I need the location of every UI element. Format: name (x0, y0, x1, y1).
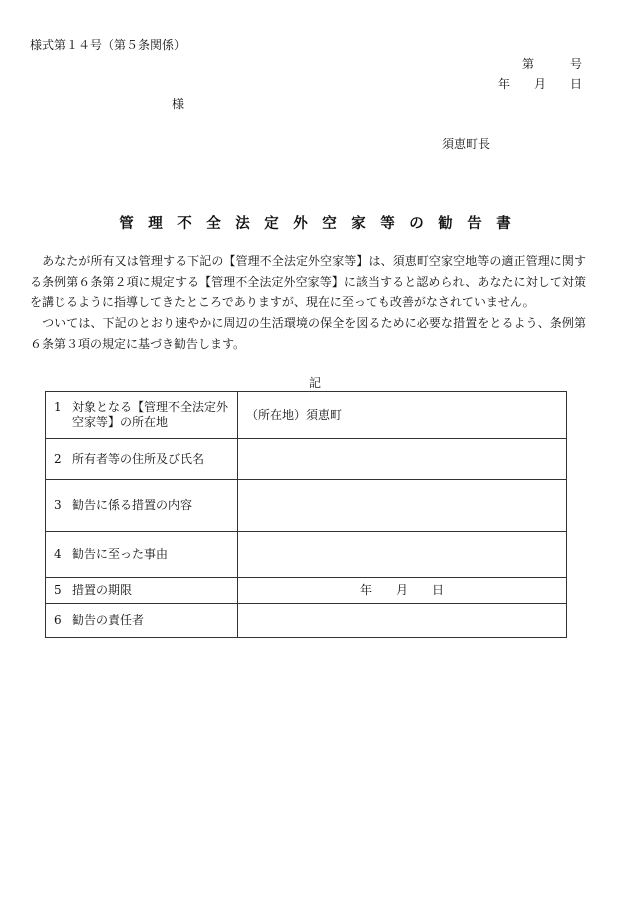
table-row (46, 439, 567, 480)
item-number: 1 (54, 400, 62, 414)
item-number: 3 (54, 498, 62, 512)
table-row (46, 532, 567, 578)
item-label: 勧告に至った事由 (72, 547, 169, 561)
ki-heading: 記 (308, 376, 321, 390)
row-value-cell[interactable] (238, 480, 567, 532)
row-label-cell (46, 439, 238, 480)
table-row (46, 604, 567, 638)
item-label: 所有者等の住所及び氏名 (72, 451, 205, 466)
table-row (46, 578, 567, 604)
table-row (46, 392, 567, 439)
row-value-cell[interactable] (238, 532, 567, 578)
item-number: 6 (54, 613, 62, 627)
item-label: 措置の期限 (72, 583, 133, 597)
item-label: 対象となる【管理不全法定外空家等】の所在地 (72, 400, 229, 429)
item-label: 勧告の責任者 (72, 613, 145, 627)
row-value-cell[interactable] (238, 439, 567, 480)
row-label-cell (46, 392, 238, 439)
row-value-cell[interactable]: 年 月 日 (238, 578, 567, 604)
form-number: 様式第１４号（第５条関係） (30, 38, 187, 52)
table-row (46, 480, 567, 532)
body-paragraph-1: あなたが所有又は管理する下記の【管理不全法定外空家等】は、須恵町空家空地等の適正管理に関する条例第６条第２項に規定する【管理不全法定外空家等】に該当すると認められ、あなたに対して対策を講じるように指導してきたところでありますが、現在に至っても改善がなされていません。 (30, 254, 586, 309)
issuer-name: 須恵町長 (442, 137, 491, 151)
items-table (45, 391, 567, 638)
document-date: 年 月 日 (497, 77, 582, 91)
row-label-cell (46, 532, 238, 578)
row-value-cell[interactable] (238, 604, 567, 638)
body-paragraph-2: ついては、下記のとおり速やかに周辺の生活環境の保全を図るために必要な措置をとるよう、条例第６条第３項の規定に基づき勧告します。 (30, 316, 586, 351)
item-number: 4 (54, 547, 62, 561)
row-value-cell[interactable]: （所在地）須恵町 (238, 392, 567, 439)
document-number: 第 号 (521, 57, 582, 71)
row-label-cell (46, 604, 238, 638)
item-number: 2 (54, 451, 62, 466)
row-label-cell (46, 578, 238, 604)
document-title: 管 理 不 全 法 定 外 空 家 等 の 勧 告 書 (119, 215, 511, 232)
item-number: 5 (54, 583, 62, 597)
recipient-suffix: 様 (172, 97, 185, 111)
row-label-cell (46, 480, 238, 532)
item-label: 勧告に係る措置の内容 (72, 498, 193, 512)
